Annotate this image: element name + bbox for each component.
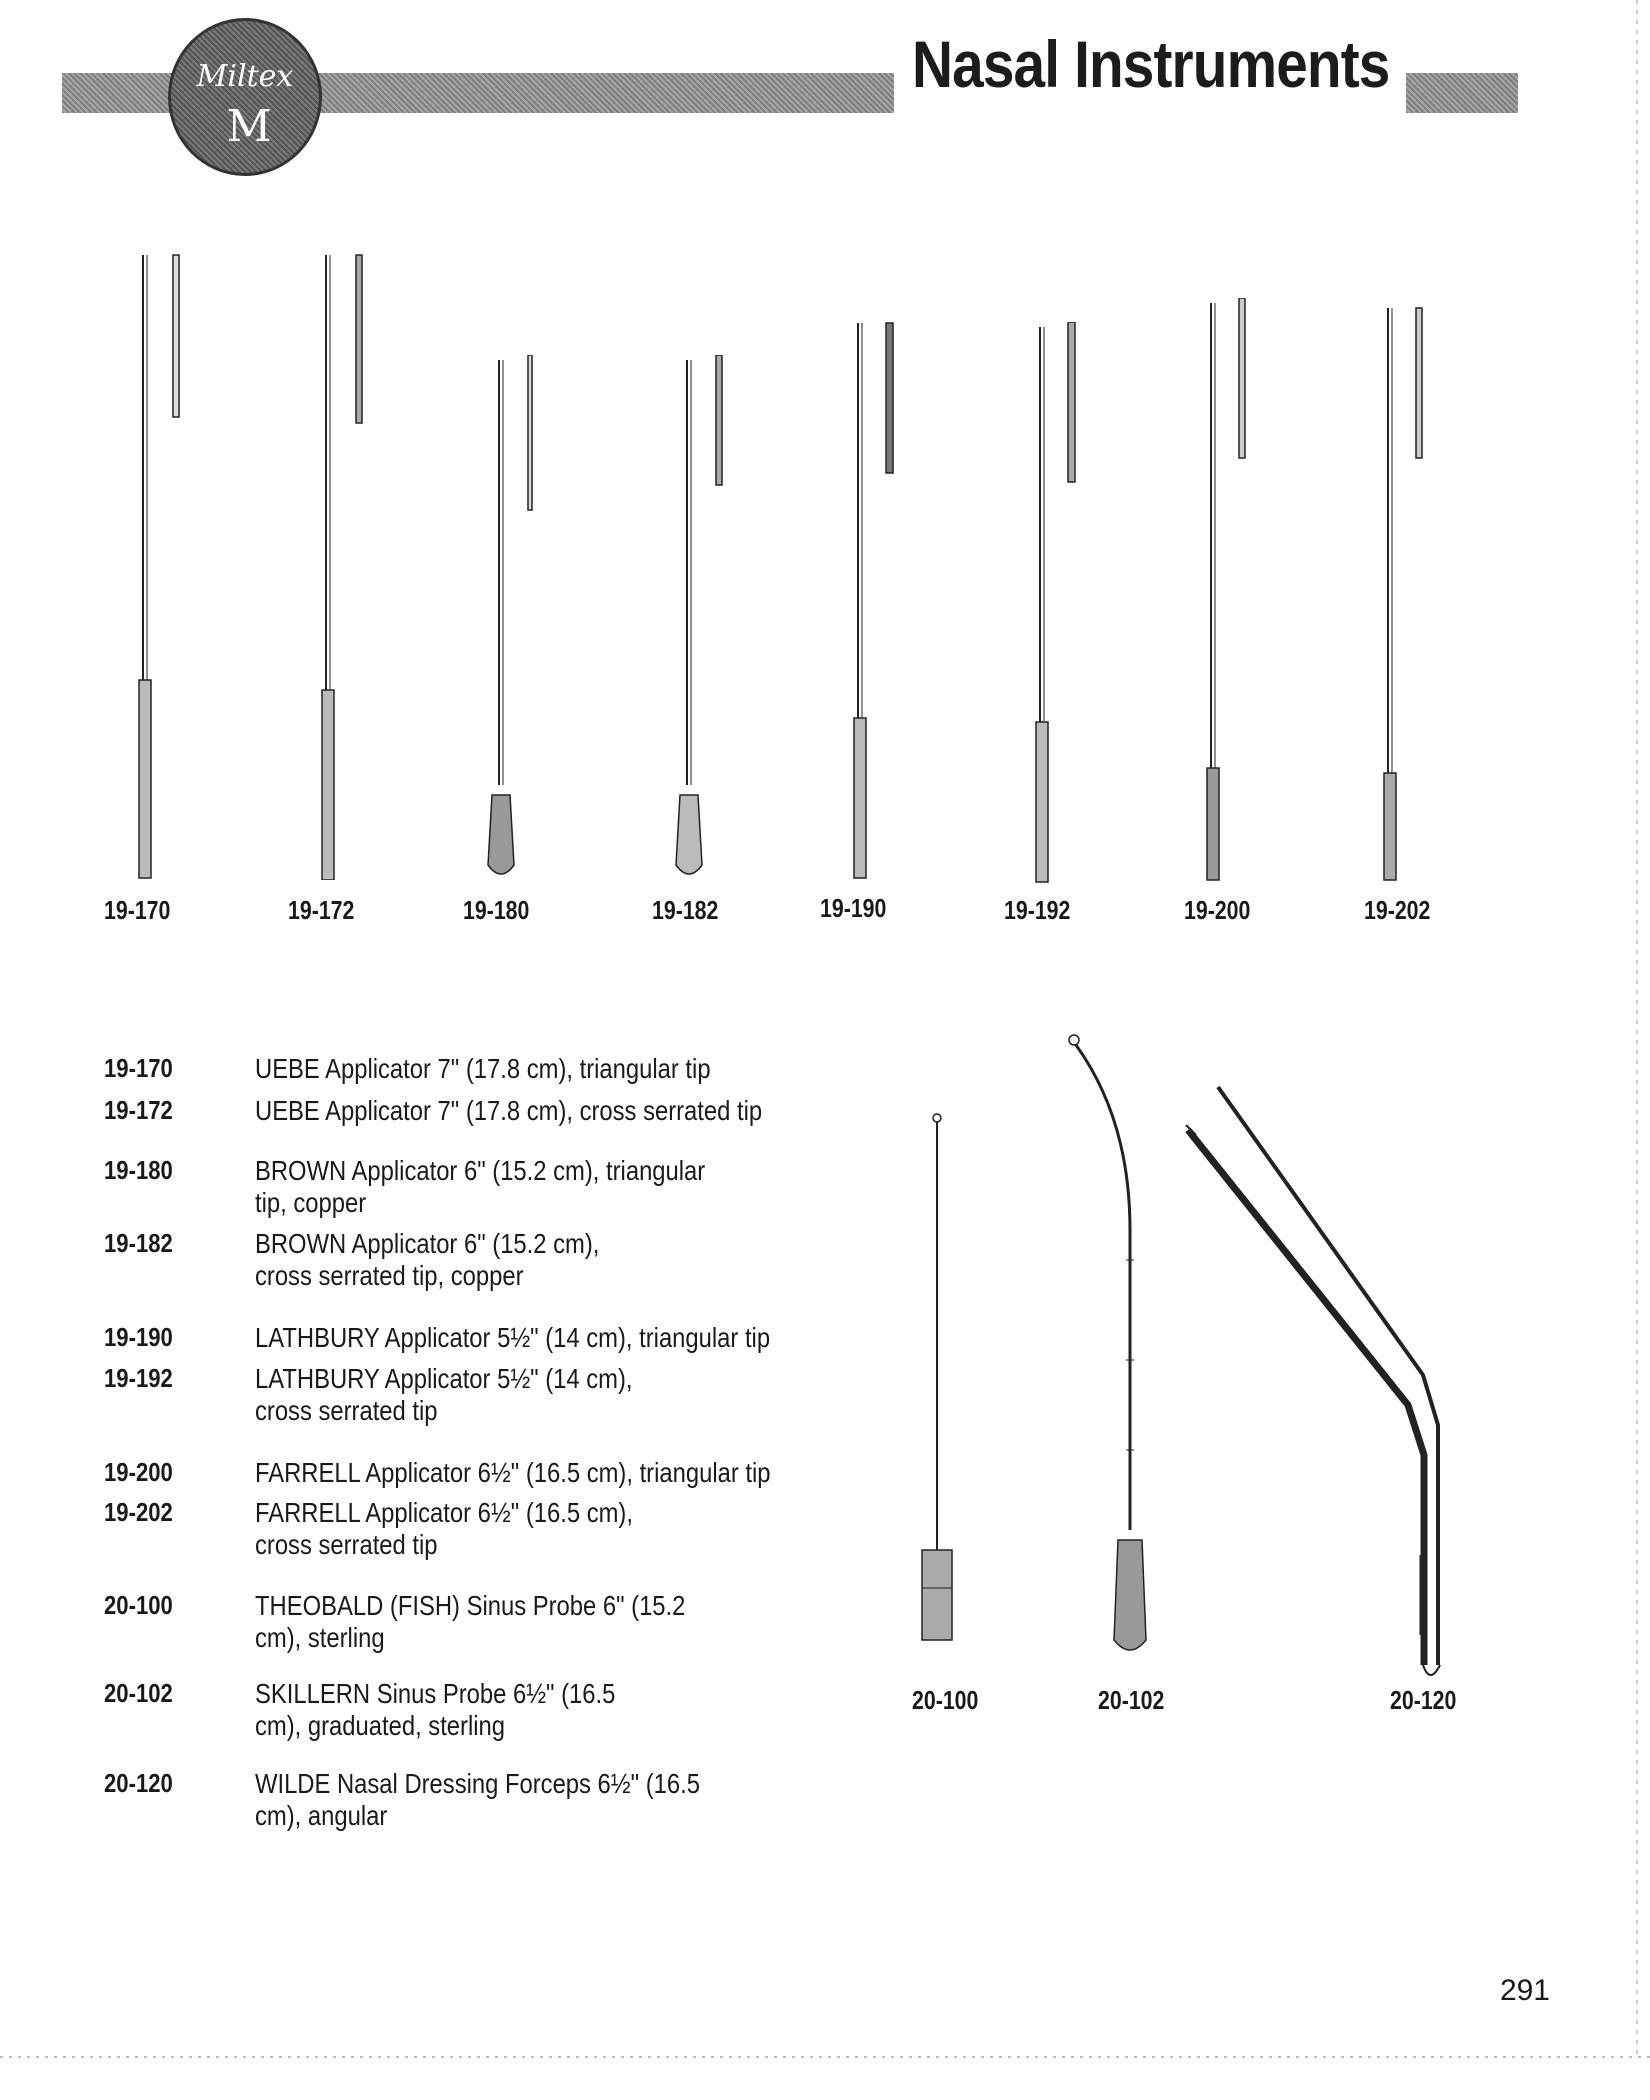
item-description: UEBE Applicator 7" (17.8 cm), cross serrated tip [255,1095,763,1126]
page-number: 291 [1499,1974,1550,2007]
figure-code-19-182: 19-182 [652,895,719,925]
figure-code-19-192: 19-192 [1004,895,1071,925]
header-bar-middle [312,73,894,113]
instrument-drawing-19-190 [850,318,910,883]
item-code: 20-100 [104,1590,173,1620]
figure-code-19-202: 19-202 [1364,895,1431,925]
item-code: 19-190 [104,1322,173,1352]
item-code: 19-172 [104,1095,173,1125]
instrument-drawing-19-182 [672,355,732,885]
item-code: 19-182 [104,1228,173,1258]
item-description: BROWN Applicator 6" (15.2 cm), triangular tip, copper [255,1155,706,1218]
item-description: FARRELL Applicator 6½" (16.5 cm), triangular tip [255,1457,771,1488]
brand-logo [168,18,322,176]
item-description: SKILLERN Sinus Probe 6½" (16.5 cm), graduated, sterling [255,1678,616,1741]
figure-code-19-170: 19-170 [104,895,171,925]
item-code: 19-180 [104,1155,173,1185]
item-description: BROWN Applicator 6" (15.2 cm), cross serrated tip, copper [255,1228,600,1291]
figure-code-19-190: 19-190 [820,893,887,923]
item-code: 19-192 [104,1363,173,1393]
figure-code-19-172: 19-172 [288,895,355,925]
instrument-drawing-20-100 [912,1110,962,1670]
instrument-drawing-20-102 [1060,1030,1150,1670]
logo-mark: M [226,101,264,152]
right-edge-line [1636,0,1638,2060]
bottom-edge-dots [0,2056,1650,2058]
figure-code-19-180: 19-180 [463,895,530,925]
figure-code-20-100: 20-100 [912,1685,979,1715]
logo-script: Miltex [196,59,294,94]
item-description: FARRELL Applicator 6½" (16.5 cm), cross serrated tip [255,1497,633,1560]
item-description: THEOBALD (FISH) Sinus Probe 6" (15.2 cm), sterling [255,1590,686,1653]
header-bar-right [1406,73,1518,113]
instrument-drawing-19-180 [484,355,544,885]
item-code: 20-102 [104,1678,173,1708]
item-code: 20-120 [104,1768,173,1798]
page-title: Nasal Instruments [912,27,1390,101]
item-description: WILDE Nasal Dressing Forceps 6½" (16.5 cm), angular [255,1768,700,1831]
instrument-drawing-19-192 [1032,322,1092,887]
instrument-drawing-19-170 [135,250,195,880]
item-code: 19-202 [104,1497,173,1527]
instrument-drawing-20-120 [1168,1075,1488,1695]
header-bar-left [62,73,172,113]
figure-code-20-102: 20-102 [1098,1685,1165,1715]
figure-code-19-200: 19-200 [1184,895,1251,925]
instrument-drawing-19-202 [1380,303,1440,883]
instrument-drawing-19-172 [318,250,378,880]
item-description: LATHBURY Applicator 5½" (14 cm), triangular tip [255,1322,771,1353]
instrument-drawing-19-200 [1203,298,1263,883]
figure-code-20-120: 20-120 [1390,1685,1457,1715]
item-code: 19-200 [104,1457,173,1487]
item-description: LATHBURY Applicator 5½" (14 cm), cross serrated tip [255,1363,633,1426]
item-description: UEBE Applicator 7" (17.8 cm), triangular tip [255,1053,711,1084]
item-code: 19-170 [104,1053,173,1083]
